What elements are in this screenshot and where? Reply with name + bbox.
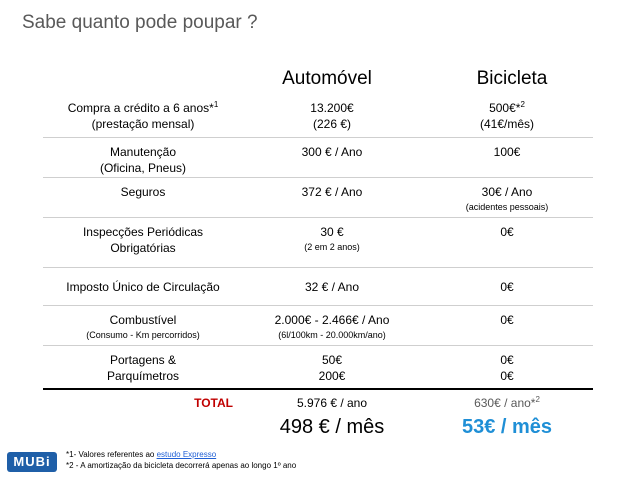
table-row	[43, 94, 593, 138]
mubi-logo: MUBi	[7, 452, 57, 472]
row-label: Combustível (Consumo - Km percorridos)	[86, 313, 200, 340]
total-label: TOTAL	[194, 396, 233, 410]
car-value: 30 € (2 em 2 anos)	[304, 225, 360, 252]
car-value: 32 € / Ano	[304, 280, 360, 294]
total-bike: 630€ / ano*$^2$ 53€ / mês	[421, 390, 593, 440]
row-label: Compra a crédito a 6 anos*$^1$ (prestação mensal)	[67, 100, 219, 131]
bike-value: 30€ / Ano (acidentes pessoais)	[465, 185, 549, 212]
car-value: 300 € / Ano	[301, 145, 363, 159]
column-header-car: Automóvel	[282, 68, 372, 89]
table-row	[43, 346, 593, 390]
table-row	[43, 178, 593, 218]
car-value: 13.200€ (226 €)	[310, 101, 354, 131]
footnote-1: *1- Valores referentes ao estudo Expresso	[66, 450, 217, 459]
row-label: Portagens & Parquímetros	[106, 353, 180, 383]
comparison-table	[43, 94, 593, 440]
footnotes	[66, 449, 296, 471]
car-value: 372 € / Ano	[301, 185, 363, 199]
bike-value: 0€	[500, 313, 514, 327]
row-label: Seguros	[120, 185, 166, 199]
estudo-expresso-link[interactable]: estudo Expresso	[156, 450, 217, 459]
bike-value: 0€	[500, 225, 514, 239]
table-row	[43, 306, 593, 346]
footnote-2: *2 - A amortização da bicicleta decorrerá apenas ao longo 1º ano	[66, 461, 297, 470]
table-row	[43, 138, 593, 178]
column-header-bike: Bicicleta	[476, 68, 548, 89]
car-value: 50€ 200€	[318, 353, 346, 383]
table-row	[43, 218, 593, 268]
bike-value: 500€*$^2$ (41€/mês)	[479, 100, 535, 131]
car-value: 2.000€ - 2.466€ / Ano (6l/100km - 20.000km/ano)	[274, 313, 390, 340]
table-row	[43, 268, 593, 306]
total-car-month: 498 € / mês	[279, 416, 385, 438]
total-row	[43, 390, 593, 440]
row-label: Inspecções Periódicas Obrigatórias	[82, 225, 204, 255]
page-title: Sabe quanto pode poupar ?	[22, 12, 258, 33]
row-label: Manutenção (Oficina, Pneus)	[99, 145, 187, 175]
total-car: 5.976 € / ano 498 € / mês	[243, 390, 421, 440]
bike-value: 100€	[493, 145, 521, 159]
bike-value: 0€ 0€	[500, 353, 514, 383]
total-bike-month: 53€ / mês	[461, 416, 553, 438]
row-label: Imposto Único de Circulação	[66, 280, 220, 294]
bike-value: 0€	[500, 280, 514, 294]
